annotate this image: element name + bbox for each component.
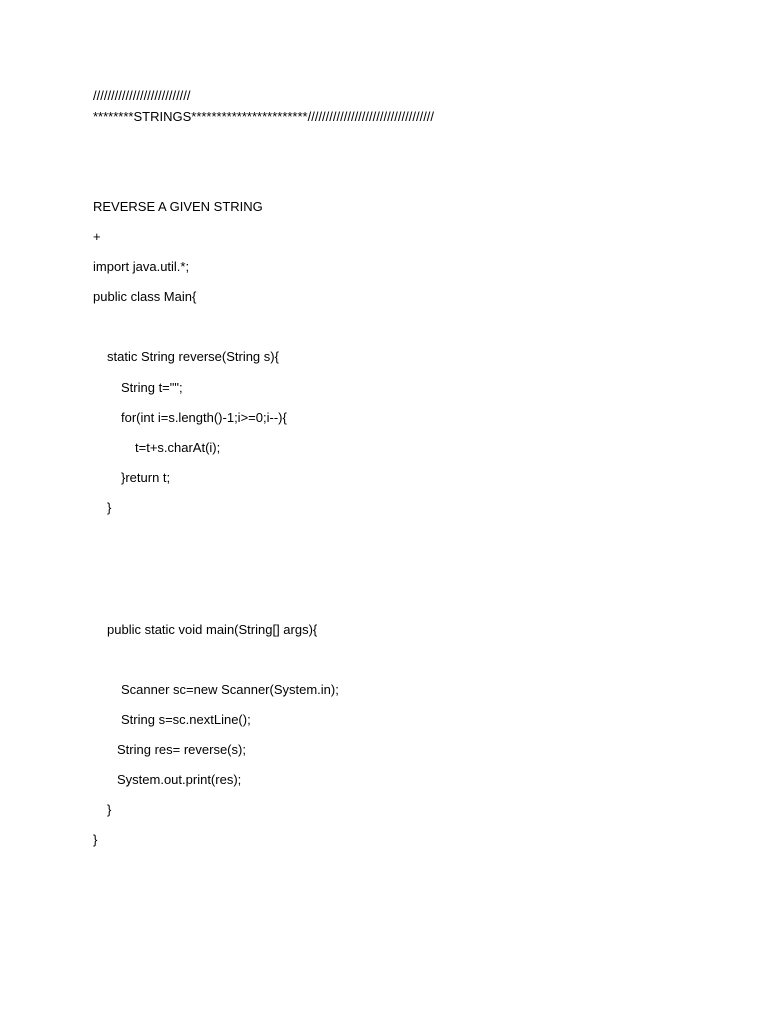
code-line: import java.util.*;: [93, 259, 190, 274]
code-line: String s=sc.nextLine();: [121, 712, 251, 727]
code-line: }: [107, 500, 112, 515]
code-line: t=t+s.charAt(i);: [135, 440, 221, 455]
code-line: public static void main(String[] args){: [107, 622, 318, 637]
code-line: }: [93, 832, 98, 847]
plus-line: +: [93, 229, 101, 244]
code-line: public class Main{: [93, 289, 197, 304]
code-line: }return t;: [121, 470, 171, 485]
section-header: ********STRINGS***********************///////////////////////////////////: [93, 109, 435, 124]
header-slashes: ///////////////////////////: [93, 88, 191, 103]
code-line: for(int i=s.length()-1;i>=0;i--){: [121, 410, 287, 425]
code-line: Scanner sc=new Scanner(System.in);: [121, 682, 339, 697]
code-line: String t="";: [121, 380, 183, 395]
code-line: static String reverse(String s){: [107, 349, 279, 364]
code-line: String res= reverse(s);: [117, 742, 246, 757]
code-line: }: [107, 802, 112, 817]
document-title: REVERSE A GIVEN STRING: [93, 199, 263, 214]
code-line: System.out.print(res);: [117, 772, 242, 787]
